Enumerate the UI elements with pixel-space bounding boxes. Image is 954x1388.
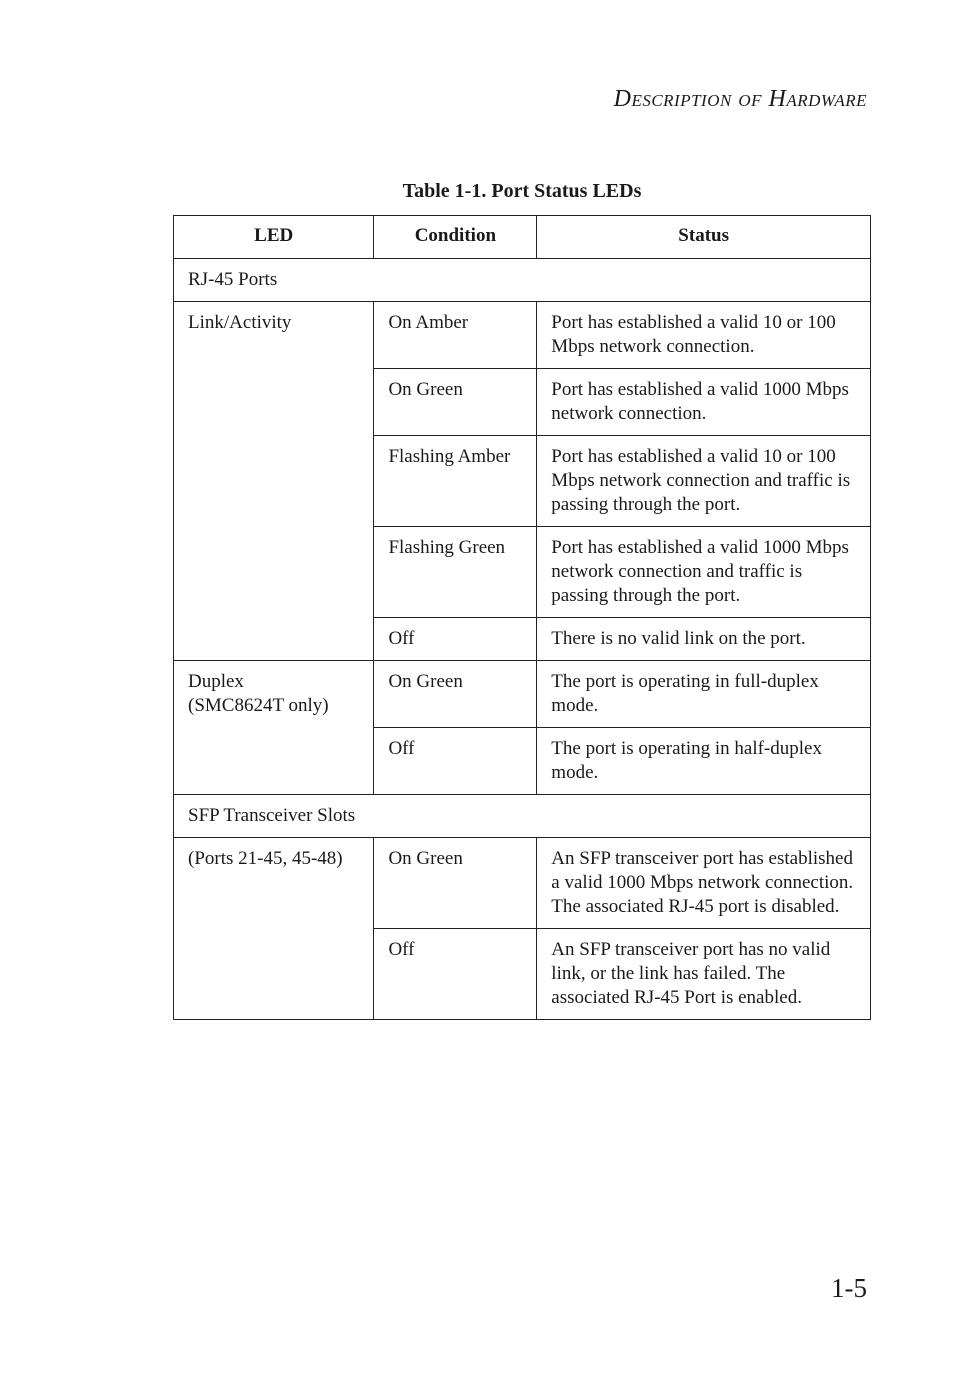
status-cell: Port has established a valid 1000 Mbps network connection and traffic is passing through the port. xyxy=(537,527,871,618)
condition-cell: Off xyxy=(374,618,537,661)
condition-cell: On Amber xyxy=(374,302,537,369)
led-cell-sfp-ports: (Ports 21-45, 45-48) xyxy=(174,838,374,1020)
status-cell: The port is operating in half-duplex mode. xyxy=(537,728,871,795)
status-cell: There is no valid link on the port. xyxy=(537,618,871,661)
condition-cell: On Green xyxy=(374,838,537,929)
led-cell-link-activity: Link/Activity xyxy=(174,302,374,661)
condition-cell: Flashing Green xyxy=(374,527,537,618)
condition-cell: Flashing Amber xyxy=(374,436,537,527)
port-status-led-table xyxy=(173,215,871,1020)
condition-cell: Off xyxy=(374,728,537,795)
condition-cell: Off xyxy=(374,929,537,1020)
status-cell: Port has established a valid 10 or 100 Mbps network connection and traffic is passing through the port. xyxy=(537,436,871,527)
table-row xyxy=(174,661,871,728)
section-title-sfp: SFP Transceiver Slots xyxy=(174,795,871,838)
status-cell: Port has established a valid 10 or 100 Mbps network connection. xyxy=(537,302,871,369)
status-cell: Port has established a valid 1000 Mbps network connection. xyxy=(537,369,871,436)
section-row xyxy=(174,259,871,302)
condition-cell: On Green xyxy=(374,661,537,728)
led-label-duplex-model: (SMC8624T only) xyxy=(188,695,329,716)
table-row xyxy=(174,838,871,929)
table-header-row xyxy=(174,216,871,259)
column-header-condition: Condition xyxy=(374,216,537,259)
section-title-rj45: RJ-45 Ports xyxy=(174,259,871,302)
page-number: 1-5 xyxy=(831,1273,867,1303)
led-label-duplex: Duplex xyxy=(188,671,244,692)
column-header-led: LED xyxy=(174,216,374,259)
column-header-status: Status xyxy=(537,216,871,259)
section-row xyxy=(174,795,871,838)
led-cell-duplex xyxy=(174,661,374,795)
table-caption: Table 1-1. Port Status LEDs xyxy=(402,180,642,202)
status-cell: The port is operating in full-duplex mode. xyxy=(537,661,871,728)
table-row xyxy=(174,302,871,369)
status-cell: An SFP transceiver port has no valid link, or the link has failed. The associated RJ-45 Port is enabled. xyxy=(537,929,871,1020)
condition-cell: On Green xyxy=(374,369,537,436)
status-cell: An SFP transceiver port has established a valid 1000 Mbps network connection. The associated RJ-45 port is disabled. xyxy=(537,838,871,929)
running-header: Description of Hardware xyxy=(613,86,867,112)
